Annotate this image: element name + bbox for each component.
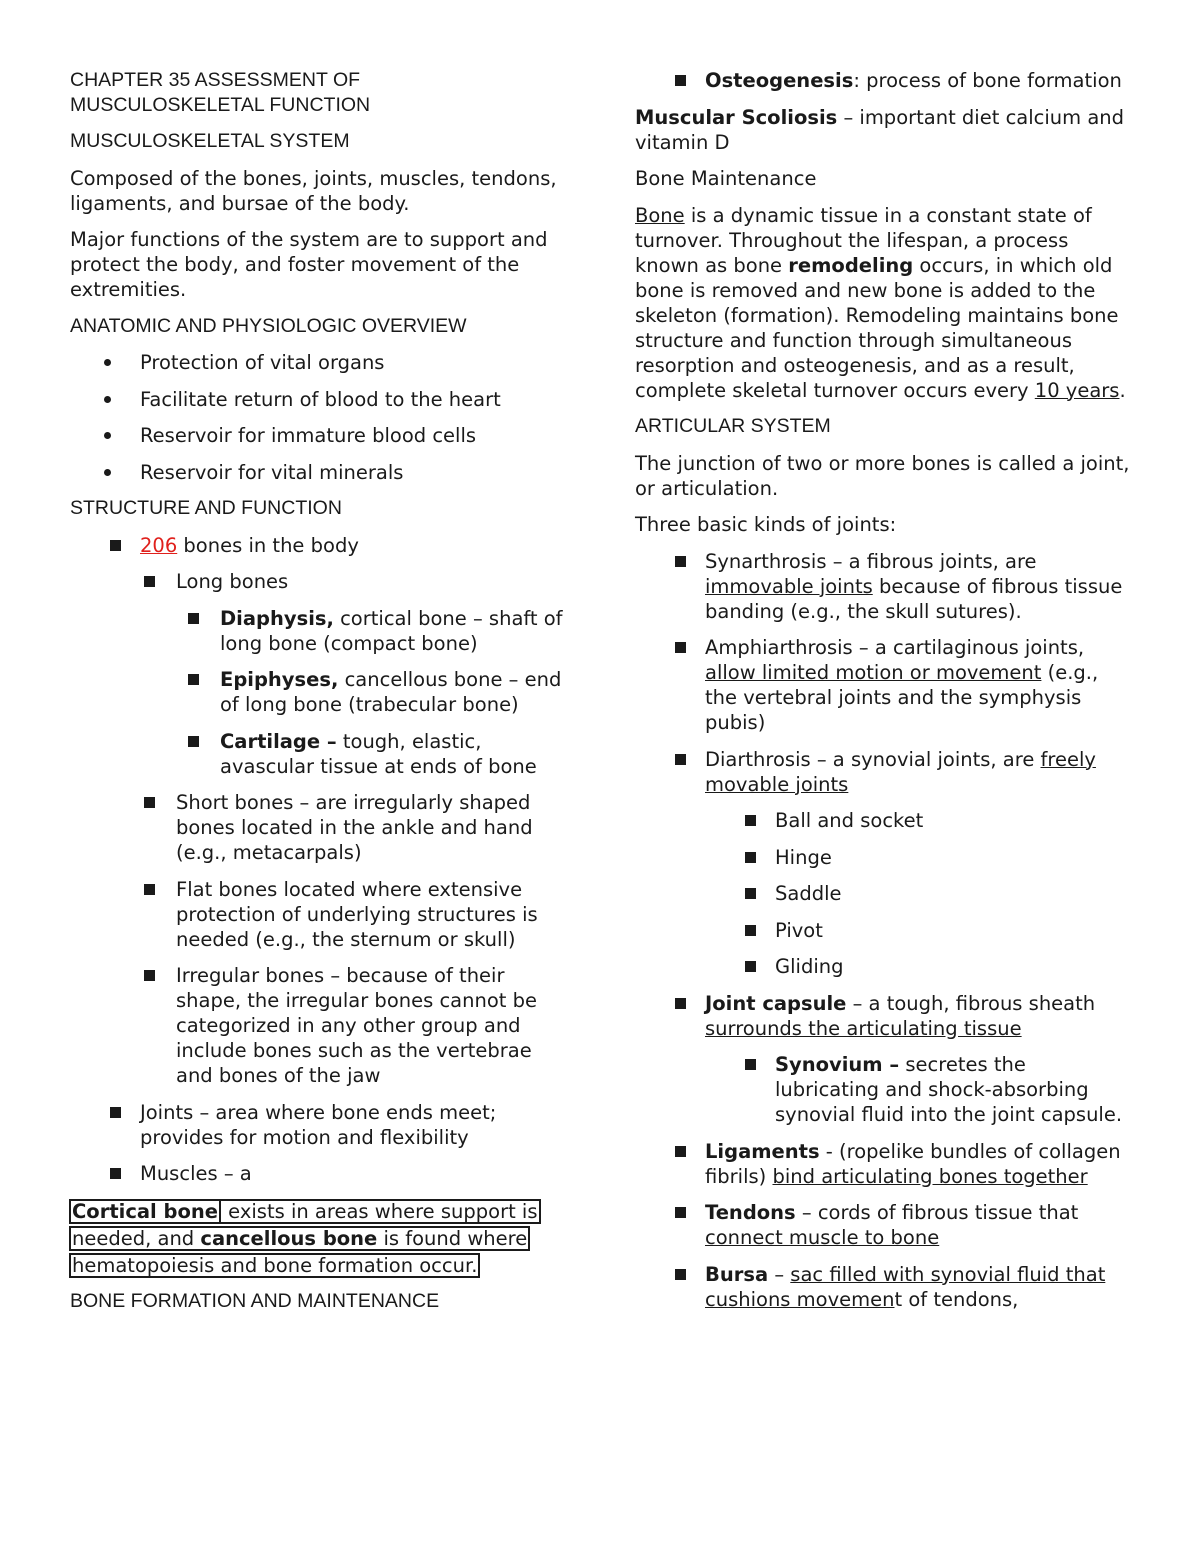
- paragraph-composition: Composed of the bones, joints, muscles, tendons, ligaments, and bursae of the body.: [70, 166, 557, 215]
- boxed-note: Cortical bone exists in areas where support is needed, and cancellous bone is found where hematopoiesis and bone formation occur.: [72, 1199, 538, 1277]
- square-bullet-icon: [110, 1100, 121, 1118]
- section-heading-bone-formation: BONE FORMATION AND MAINTENANCE: [70, 1289, 440, 1312]
- list-item-epiphyses: Epiphyses, cancellous bone – end of long bone (trabecular bone): [70, 667, 565, 717]
- square-bullet-icon: [675, 747, 686, 765]
- square-bullet-icon: [188, 606, 199, 624]
- list-item-joint-type: Pivot: [635, 918, 1135, 943]
- bullet-icon: [104, 387, 111, 403]
- chapter-title: CHAPTER 35 ASSESSMENT OF MUSCULOSKELETAL FUNCTION: [70, 69, 371, 116]
- paragraph-kinds: Three basic kinds of joints:: [635, 513, 897, 536]
- square-bullet-icon: [745, 918, 756, 936]
- list-item-osteogenesis: Osteogenesis: process of bone formation: [635, 68, 1135, 93]
- section-heading-overview: ANATOMIC AND PHYSIOLOGIC OVERVIEW: [70, 314, 467, 337]
- list-item-short-bones: Short bones – are irregularly shaped bones located in the ankle and hand (e.g., metacarpals): [70, 790, 565, 865]
- square-bullet-icon: [745, 845, 756, 863]
- square-bullet-icon: [745, 808, 756, 826]
- square-bullet-icon: [675, 1200, 686, 1218]
- section-heading-structure: STRUCTURE AND FUNCTION: [70, 497, 342, 519]
- square-bullet-icon: [675, 1139, 686, 1157]
- list-item: Reservoir for immature blood cells: [70, 423, 565, 448]
- bones-count: 206: [140, 533, 178, 557]
- square-bullet-icon: [110, 1161, 121, 1179]
- section-heading-articular: ARTICULAR SYSTEM: [635, 415, 831, 437]
- heading-bone-maintenance: Bone Maintenance: [635, 167, 817, 190]
- list-item-joint-capsule: Joint capsule – a tough, fibrous sheath surrounds the articulating tissue: [635, 991, 1135, 1041]
- list-item-tendons: Tendons – cords of fibrous tissue that connect muscle to bone: [635, 1200, 1135, 1250]
- list-item-muscles: Muscles – a: [70, 1161, 565, 1186]
- square-bullet-icon: [188, 729, 199, 747]
- bullet-icon: [104, 350, 111, 366]
- square-bullet-icon: [675, 549, 686, 567]
- list-item-joint-type: Hinge: [635, 845, 1135, 870]
- list-item: Protection of vital organs: [70, 350, 565, 375]
- list-item-joint-type: Gliding: [635, 954, 1135, 979]
- section-heading-musculoskeletal: MUSCULOSKELETAL SYSTEM: [70, 130, 350, 152]
- list-item-cartilage: Cartilage – tough, elastic, avascular tissue at ends of bone: [70, 729, 565, 779]
- square-bullet-icon: [675, 635, 686, 653]
- right-column: [635, 68, 1135, 1323]
- list-item-joint-type: Saddle: [635, 881, 1135, 906]
- list-item-ligaments: Ligaments - (ropelike bundles of collagen fibrils) bind articulating bones together: [635, 1139, 1135, 1189]
- paragraph-scoliosis: Muscular Scoliosis – important diet calcium and vitamin D: [635, 105, 1125, 154]
- list-item-bursa: Bursa – sac filled with synovial fluid that cushions movement of tendons,: [635, 1262, 1135, 1312]
- list-item: Facilitate return of blood to the heart: [70, 387, 565, 412]
- bullet-icon: [104, 460, 111, 476]
- square-bullet-icon: [110, 533, 121, 551]
- list-item: Reservoir for vital minerals: [70, 460, 565, 485]
- square-bullet-icon: [745, 954, 756, 972]
- list-item-flat-bones: Flat bones located where extensive protection of underlying structures is needed (e.g., the sternum or skull): [70, 877, 565, 952]
- bullet-icon: [104, 423, 111, 439]
- left-column: [70, 68, 565, 1325]
- list-item-bones-count: 206 bones in the body: [70, 533, 565, 558]
- list-item-amphiarthrosis: Amphiarthrosis – a cartilaginous joints, allow limited motion or movement (e.g., the vertebral joints and the symphysis pubis): [635, 635, 1135, 735]
- square-bullet-icon: [675, 68, 686, 86]
- square-bullet-icon: [675, 991, 686, 1009]
- list-item-long-bones: Long bones: [70, 569, 565, 594]
- list-item-joint-type: Ball and socket: [635, 808, 1135, 833]
- paragraph-remodeling: Bone is a dynamic tissue in a constant state of turnover. Throughout the lifespan, a process known as bone remodeling occurs, in which old bone is removed and new bone is added to the skeleton (formation). Remodeling maintains bone structure and function through simultaneous resorption and osteogenesis, and as a result, complete skeletal turnover occurs every 10 years.: [635, 203, 1126, 402]
- list-item-joints: Joints – area where bone ends meet; provides for motion and flexibility: [70, 1100, 565, 1150]
- paragraph-functions: Major functions of the system are to support and protect the body, and foster movement of the extremities.: [70, 228, 548, 301]
- square-bullet-icon: [144, 963, 155, 981]
- list-item-synovium: Synovium – secretes the lubricating and shock-absorbing synovial fluid into the joint capsule.: [635, 1052, 1135, 1127]
- square-bullet-icon: [675, 1262, 686, 1280]
- list-item-synarthrosis: Synarthrosis – a fibrous joints, are immovable joints because of fibrous tissue banding (e.g., the skull sutures).: [635, 549, 1135, 624]
- square-bullet-icon: [188, 667, 199, 685]
- square-bullet-icon: [745, 1052, 756, 1070]
- square-bullet-icon: [144, 569, 155, 587]
- square-bullet-icon: [144, 877, 155, 895]
- paragraph-junction: The junction of two or more bones is called a joint, or articulation.: [635, 451, 1130, 500]
- list-item-diarthrosis: Diarthrosis – a synovial joints, are freely movable joints: [635, 747, 1135, 797]
- square-bullet-icon: [144, 790, 155, 808]
- square-bullet-icon: [745, 881, 756, 899]
- list-item-irregular-bones: Irregular bones – because of their shape, the irregular bones cannot be categorized in any other group and include bones such as the vertebrae and bones of the jaw: [70, 963, 565, 1088]
- list-item-diaphysis: Diaphysis, cortical bone – shaft of long bone (compact bone): [70, 606, 565, 656]
